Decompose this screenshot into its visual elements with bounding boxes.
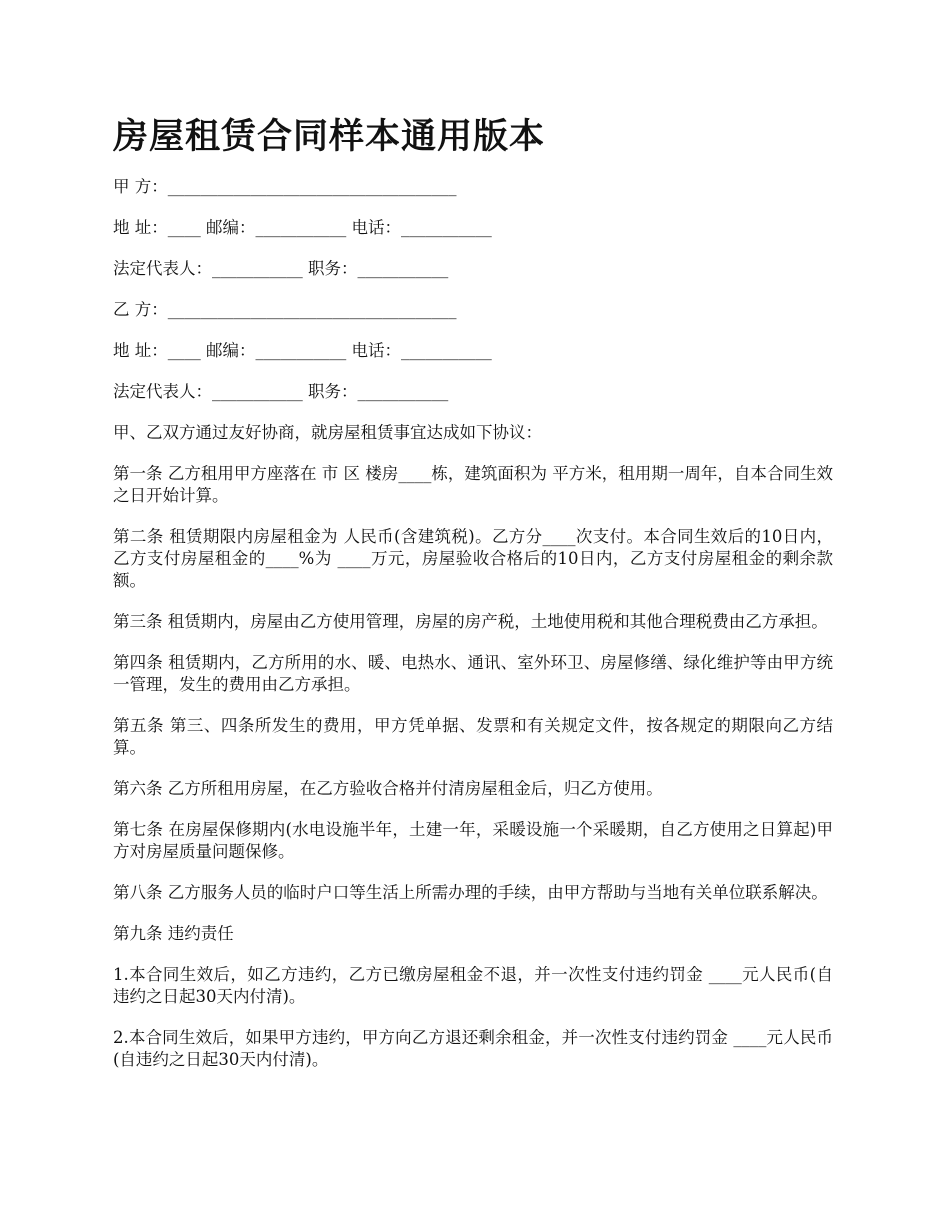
breach-clause-1: 1.本合同生效后，如乙方违约，乙方已缴房屋租金不退，并一次性支付违约罚金 ____元人民币(自违约之日起30天内付清)。 <box>113 965 833 1006</box>
breach-clause-2: 2.本合同生效后，如果甲方违约，甲方向乙方退还剩余租金，并一次性支付违约罚金 ____元人民币(自违约之日起30天内付清)。 <box>113 1028 833 1069</box>
article-4: 第四条 租赁期内，乙方所用的水、暖、电热水、通讯、室外环卫、房屋修缮、绿化维护等由甲方统一管理，发生的费用由乙方承担。 <box>113 653 833 694</box>
party-b-representative-line: 法定代表人：___________ 职务：___________ <box>113 382 449 401</box>
document-body <box>113 176 833 1090</box>
article-1: 第一条 乙方租用甲方座落在 市 区 楼房____栋，建筑面积为 平方米，租用期一周年，自本合同生效之日开始计算。 <box>113 464 833 505</box>
article-5: 第五条 第三、四条所发生的费用，甲方凭单据、发票和有关规定文件，按各规定的期限向乙方结算。 <box>113 716 833 757</box>
article-3: 第三条 租赁期内，房屋由乙方使用管理，房屋的房产税，土地使用税和其他合理税费由乙方承担。 <box>113 612 828 631</box>
party-b-address-line: 地 址：____ 邮编：___________ 电话：___________ <box>113 341 492 360</box>
article-6: 第六条 乙方所租用房屋，在乙方验收合格并付清房屋租金后，归乙方使用。 <box>113 779 663 798</box>
article-9-heading: 第九条 违约责任 <box>113 924 234 943</box>
article-2: 第二条 租赁期限内房屋租金为 人民币(含建筑税)。乙方分____次支付。本合同生效后的10日内，乙方支付房屋租金的____%为 ____万元，房屋验收合格后的10日内，乙方支付房屋租金的剩余款额。 <box>113 527 833 590</box>
document-title: 房屋租赁合同样本通用版本 <box>113 116 546 157</box>
article-7: 第七条 在房屋保修期内(水电设施半年，土建一年，采暖设施一个采暖期，自乙方使用之日算起)甲方对房屋质量问题保修。 <box>113 820 833 861</box>
party-b-name-line: 乙 方：___________________________________ <box>113 300 457 319</box>
party-a-representative-line: 法定代表人：___________ 职务：___________ <box>113 259 449 278</box>
agreement-intro: 甲、乙双方通过友好协商，就房屋租赁事宜达成如下协议： <box>113 423 542 442</box>
party-a-address-line: 地 址：____ 邮编：___________ 电话：___________ <box>113 218 492 237</box>
article-8: 第八条 乙方服务人员的临时户口等生活上所需办理的手续，由甲方帮助与当地有关单位联系解决。 <box>113 883 828 902</box>
party-a-name-line: 甲 方：___________________________________ <box>113 177 457 196</box>
